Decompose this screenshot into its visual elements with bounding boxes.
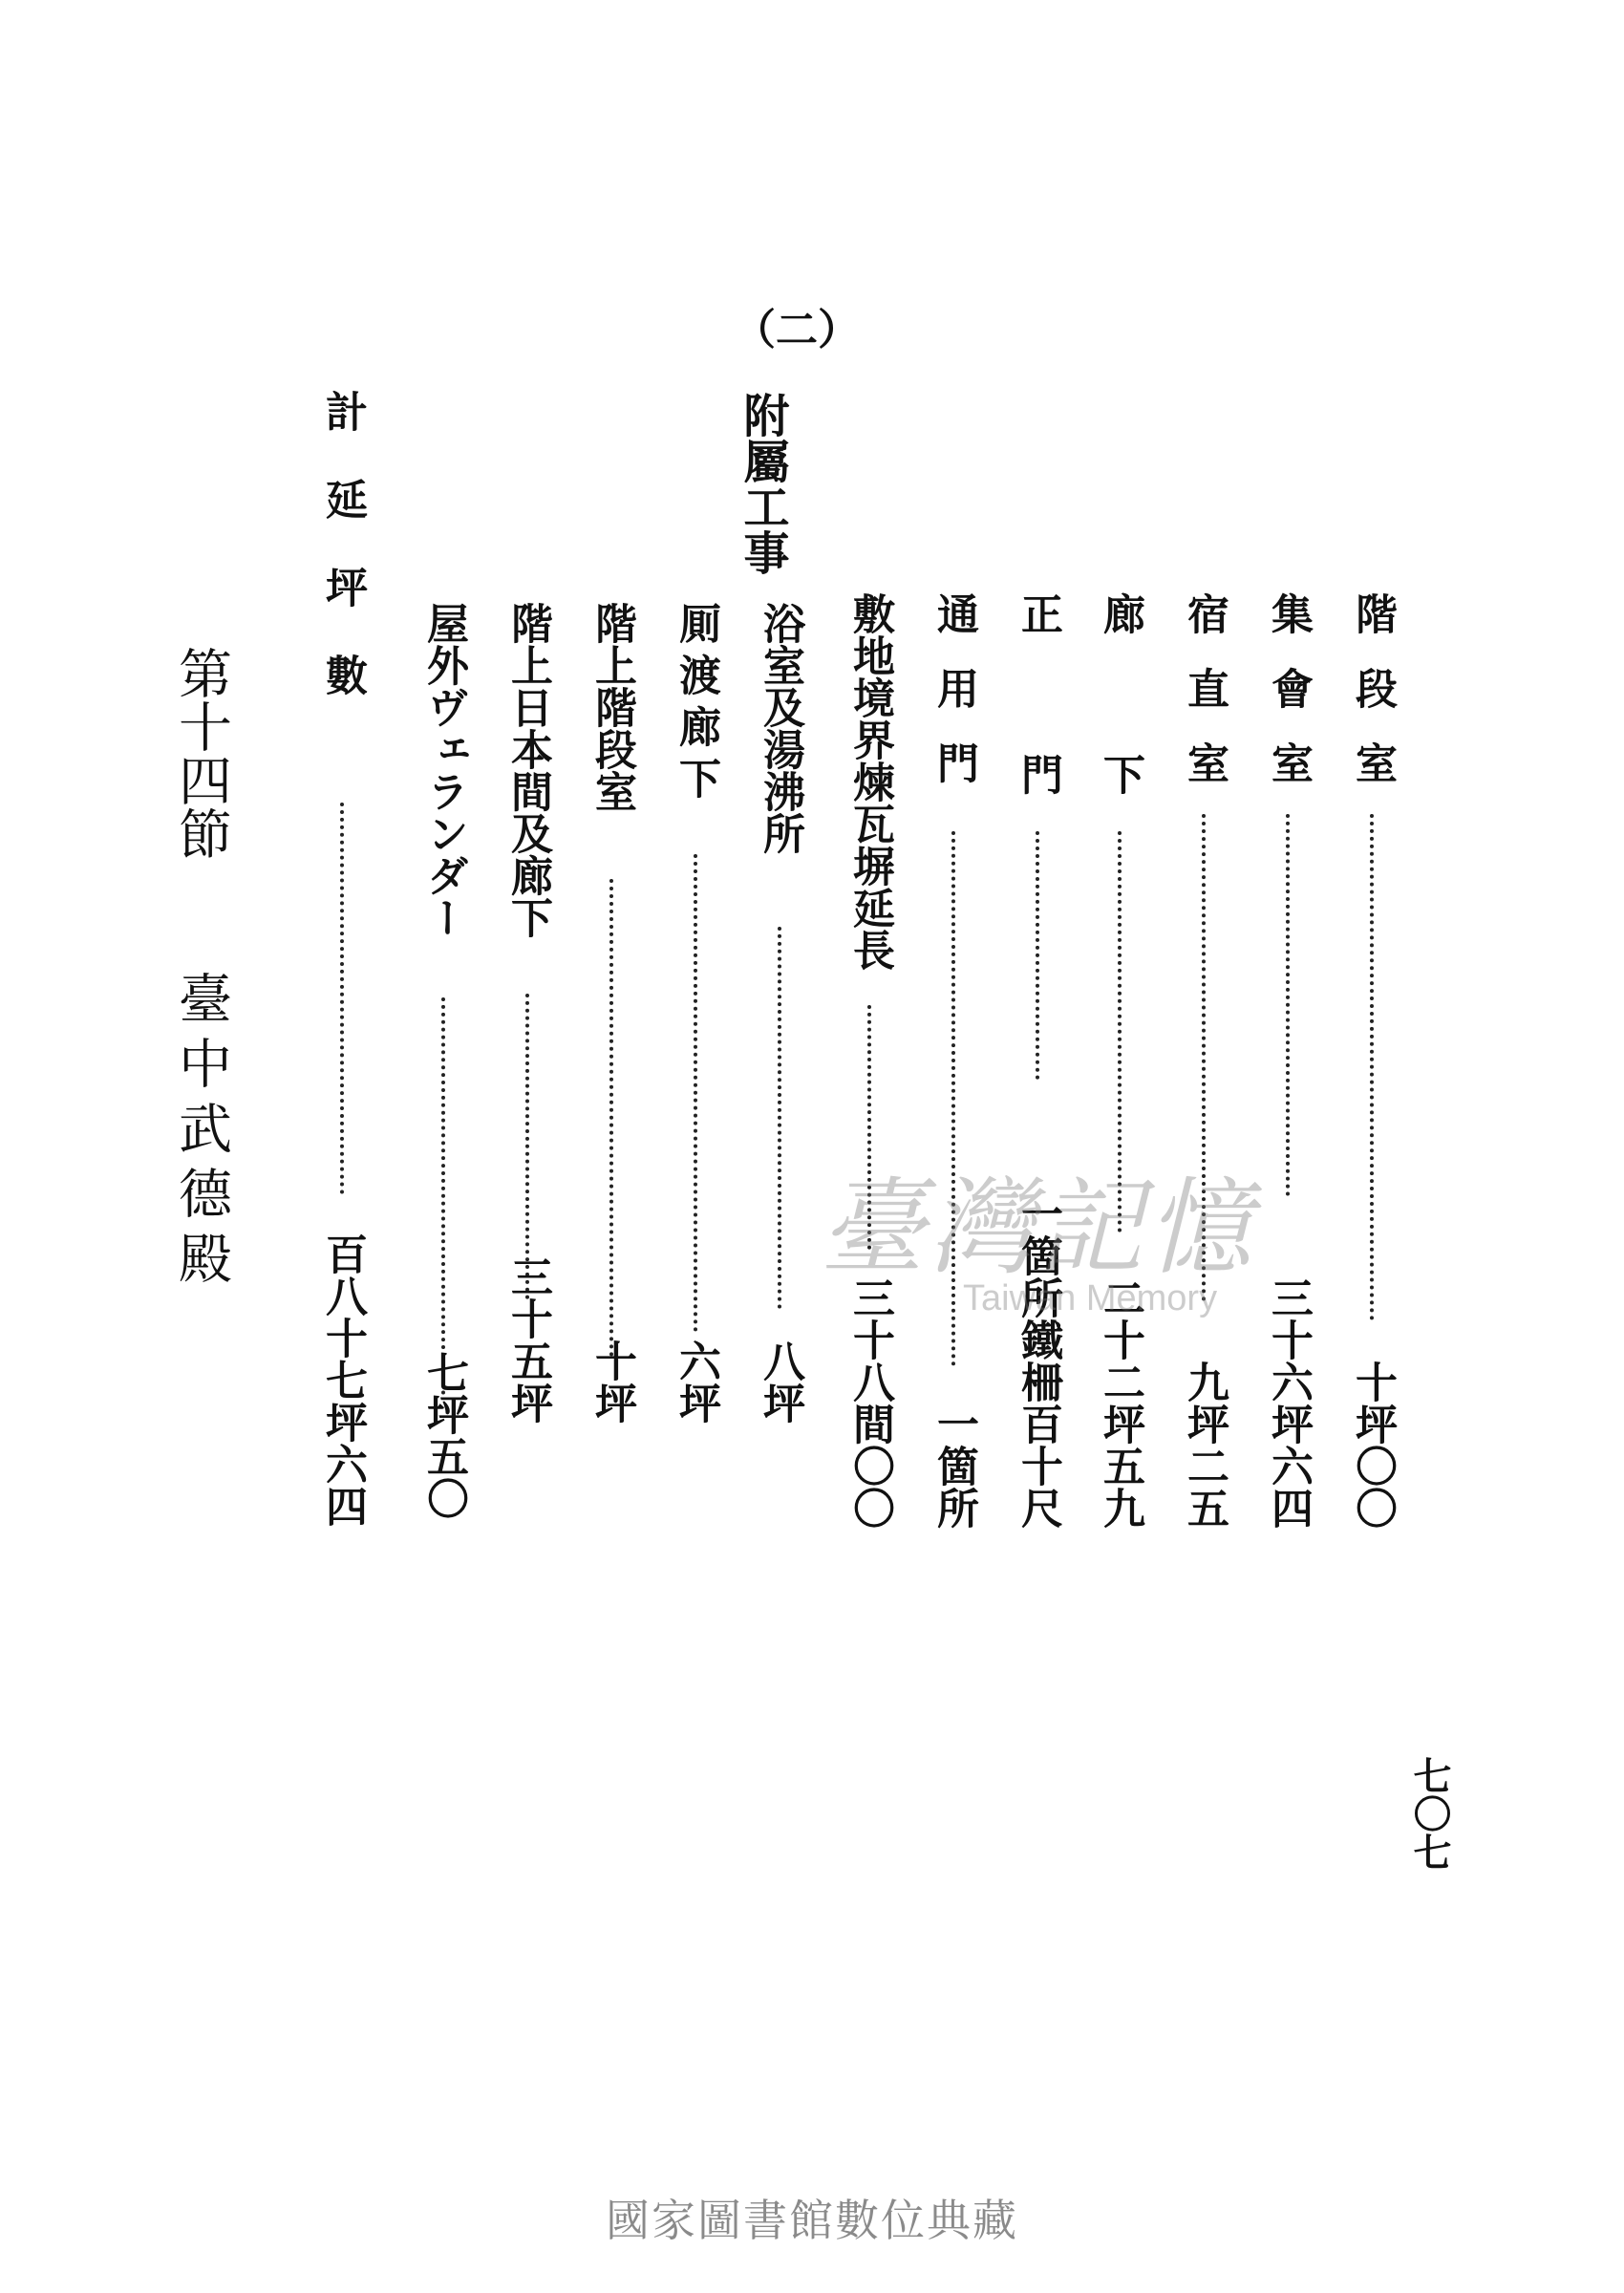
leader-dots [525, 994, 529, 1299]
entry-label: 集會室 [1264, 592, 1313, 816]
entry-value: 一箇所鐵柵百十尺 [1014, 1192, 1062, 1529]
entry-label: 浴室及湯沸所 [756, 602, 804, 854]
leader-dots [1036, 831, 1039, 1080]
entry-label: 階段室 [1348, 592, 1397, 816]
entry-label: 厠渡廊下 [672, 602, 720, 808]
entry-column [1177, 592, 1230, 1529]
entry-label: 屋外ヴェランダー [419, 602, 468, 938]
leader-dots [1286, 814, 1290, 1196]
entry-value: 二十二坪五九 [1096, 1276, 1144, 1529]
leader-dots [1118, 831, 1122, 1232]
watermark-chars: 臺灣記憶 [820, 1167, 1255, 1289]
leader-dots [340, 803, 344, 1194]
total-value: 百八十七坪六四 [318, 1232, 367, 1527]
footer-credit: 國家圖書館數位典藏 [606, 2195, 1018, 2246]
entry-value: 三十八間〇〇 [845, 1276, 894, 1529]
total-label: 計延坪數 [318, 390, 367, 741]
entry-value: 三十六坪六四 [1264, 1276, 1313, 1529]
entry-label: 廊下 [1096, 592, 1144, 913]
entry-value: 一箇所 [930, 1403, 978, 1529]
page-number: 七〇七 [1407, 1756, 1452, 1871]
leader-dots [609, 879, 613, 1357]
entry-column [1261, 592, 1314, 1529]
entry-value: 十坪 [588, 1339, 636, 1424]
section-marker: （二） [734, 306, 860, 354]
entry-column [927, 592, 980, 1529]
entry-column [843, 592, 896, 1529]
entry-value: 七坪五〇 [419, 1351, 468, 1519]
subsection-entry-column [585, 602, 638, 1424]
entry-value: 三十五坪 [503, 1255, 552, 1424]
subsection-entry-column [501, 602, 554, 1424]
leader-dots [441, 997, 445, 1395]
entry-value: 十坪〇〇 [1348, 1361, 1397, 1529]
entry-column [1093, 592, 1146, 1529]
leader-dots [1202, 814, 1206, 1301]
entry-label: 敷地境界煉瓦塀延長 [845, 592, 894, 971]
leader-dots [1370, 814, 1374, 1320]
entry-column [1345, 592, 1399, 1529]
leader-dots [778, 927, 781, 1309]
entry-value: 九坪二五 [1180, 1361, 1229, 1529]
watermark-latin: Taiwan Memory [963, 1278, 1218, 1318]
subsection-entry-column [753, 602, 806, 1424]
entry-label: 階上階段室 [588, 602, 636, 812]
subsection-heading-text: 附屬工事 [736, 392, 789, 575]
entry-value: 六坪 [672, 1339, 720, 1424]
leader-dots [867, 1005, 871, 1250]
section-name: 臺中武德殿 [170, 971, 232, 1296]
entry-value: 八坪 [756, 1339, 804, 1424]
total-column [315, 390, 369, 1527]
leader-dots [694, 854, 697, 1332]
entry-label: 正門 [1014, 592, 1062, 913]
leader-dots [951, 831, 955, 1366]
section-title [170, 646, 231, 1391]
section-number: 第十四節 [170, 646, 232, 860]
subsection-entry-column [417, 602, 470, 1519]
entry-label: 通用門 [930, 592, 978, 816]
subsection-entry-column [669, 602, 722, 1424]
entry-label: 宿直室 [1180, 592, 1229, 816]
entry-label: 階上日本間及廊下 [503, 602, 552, 938]
entry-column [1011, 592, 1064, 1529]
